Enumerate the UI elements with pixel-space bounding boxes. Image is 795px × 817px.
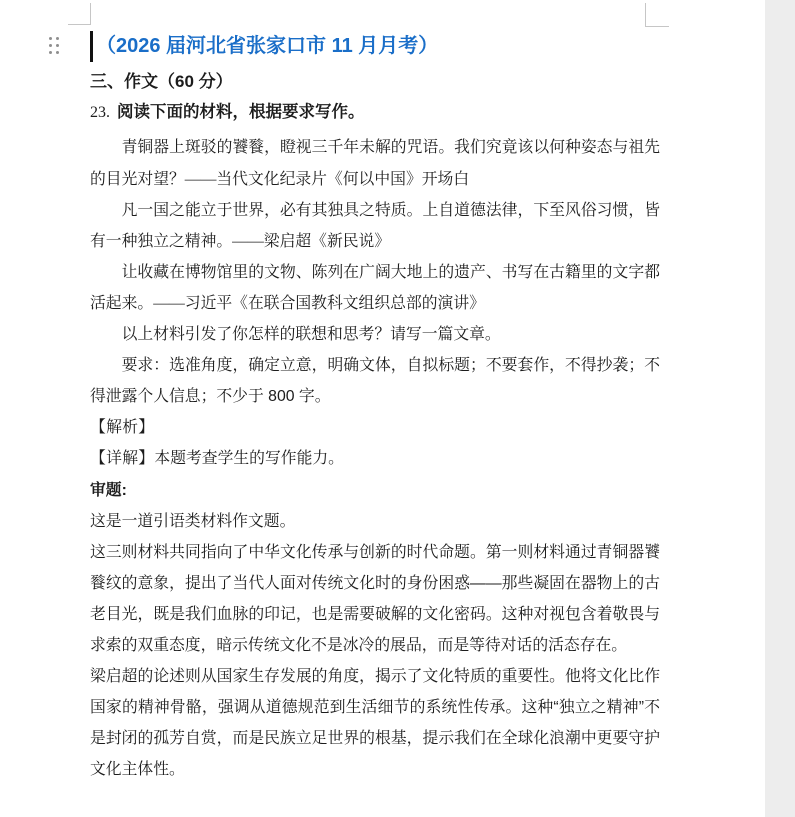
analysis-label: 【解析】 [90, 419, 155, 437]
detail-label: 【详解】 [90, 450, 155, 468]
prompt-line: 以上材料引发了你怎样的联想和思考？请写一篇文章。 [121, 326, 501, 344]
materials-block [90, 132, 660, 412]
material-quote-2: 凡一国之能立于世界，必有其独具之特质。上自道德法律，下至风俗习惯，皆有一种独立之精神。——梁启超《新民说》 [90, 201, 660, 250]
material-quote-3: 让收藏在博物馆里的文物、陈列在广阔大地上的遗产、书写在古籍里的文字都活起来。——习近平《在联合国教科文组织总部的演讲》 [90, 263, 660, 312]
section-heading: 三、作文（60 分） [90, 71, 233, 91]
block-drag-handle-icon[interactable] [49, 37, 59, 54]
document-body [90, 0, 660, 785]
app-canvas-background [765, 0, 795, 817]
question-number: 23. [90, 104, 110, 122]
analysis-detail-line [90, 443, 660, 474]
analysis-block [90, 412, 660, 785]
material-quote-1: 青铜器上斑驳的饕餮，瞪视三千年未解的咒语。我们究竟该以何种姿态与祖先的目光对望？——当代文化纪录片《何以中国》开场白 [90, 139, 660, 188]
margin-corner-mark-top-left-icon [68, 3, 91, 25]
requirements-line: 要求：选准角度，确定立意，明确文体，自拟标题；不要套作，不得抄袭；不得泄露个人信息；不少于 800 字。 [90, 357, 660, 406]
review-paragraph-1: 这是一道引语类材料作文题。 [90, 512, 296, 530]
detail-text: 本题考查学生的写作能力。 [154, 450, 344, 468]
review-label: 审题: [90, 481, 127, 499]
question-line [90, 97, 660, 128]
review-paragraph-3: 梁启超的论述则从国家生存发展的角度，揭示了文化特质的重要性。他将文化比作国家的精神骨骼，强调从道德规范到生活细节的系统性传承。这种“独立之精神”不是封闭的孤芳自赏，而是民族立足世界的根基，提示我们在全球化浪潮中更要守护文化主体性。 [90, 668, 660, 779]
question-stem: 阅读下面的材料，根据要求写作。 [117, 103, 365, 122]
exam-source-title: （2026 届河北省张家口市 11 月月考） [96, 35, 439, 57]
review-paragraph-2: 这三则材料共同指向了中华文化传承与创新的时代命题。第一则材料通过青铜器饕餮纹的意象，提出了当代人面对传统文化时的身份困惑——那些凝固在器物上的古老目光，既是我们血脉的印记，也是需要破解的文化密码。这种对视包含着敬畏与求索的双重态度，暗示传统文化不是冰冷的展品，而是等待对话的活态存在。 [90, 543, 660, 654]
